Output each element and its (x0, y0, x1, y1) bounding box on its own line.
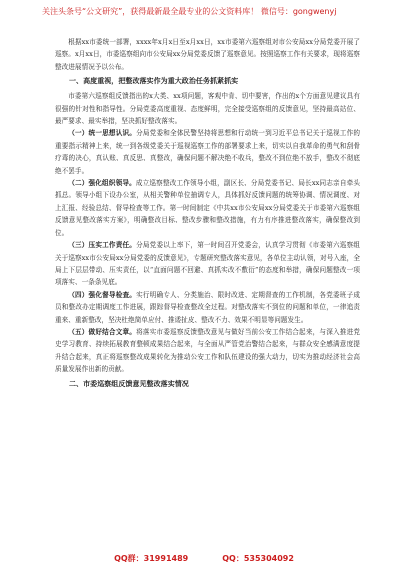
section-1-heading: 一、高度重视，把整改落实作为重大政治任务抓紧抓实 (69, 77, 239, 86)
item-3-title: （三）压实工作责任。 (68, 241, 137, 250)
item-4-body: 实行明确专人、分类施治、限时改进、定期督查的工作机制，各党委班子成员和整改办定期调度工作进展，跟踪督导检查整改全过程。对整改落实不到位的问题和单位，一律追责重来、重新整改，坚决杜绝简单应付、推诿扯皮、整改不力、效果不明显等问题发生。 (55, 290, 361, 324)
contact-footer (0, 554, 408, 564)
document-body (55, 36, 360, 393)
section-2-heading: 二、市委巡察组反馈意见整改落实情况 (69, 379, 189, 388)
item-2-body: 成立巡察整改工作领导小组，副区长、分局党委书记、局长xx同志亲自牵头抓总。领导小组下设办公室，从相关警种单位抽调专人，具体抓好反馈问题的统筹协调、情况调度、对上汇报、经验总结、督导检查等工作。第一时间制定《中共xx市公安局xx分局党委关于市委第六巡察组反馈意见整改落实方案》，明确整改目标、整改步骤和整改措施，有力有序推进整改落实，确保整改到位。 (55, 179, 360, 237)
intro-paragraph: 根据xx市委统一部署，xxxx年x月x日至x月xx日，xx市委第六巡察组对市公安局xx分局党委开展了巡察。x月xx日，市委巡察组向市公安局xx分局党委反馈了巡察意见。按照巡察工作有关要求，现将巡察整改进展情况予以公布。 (55, 38, 360, 71)
item-1-body: 分局党委和全体民警坚持将思想和行动统一到习近平总书记关于巡视工作的重要指示精神上来，统一到各级党委关于巡视巡察工作的部署要求上来，切实以自我革命的勇气和刮骨疗毒的决心，真认账、真反思、真整改，确保问题不解决绝不收兵，整改不到位绝不放手，整改不彻底绝不罢手。 (55, 129, 361, 175)
qq-group-text: QQ群：31991489 (114, 554, 189, 563)
item-2-paragraph (55, 177, 360, 239)
section-1-intro-paragraph: 市委第六巡察组反馈指出的x大类、xx项问题，客观中肯、切中要害，作出的x个方面意见建议具有很强的针对性和指导性。分局党委高度重视、态度鲜明，完全接受巡察组的反馈意见，坚持最高站位、最严要求、最实举措，坚决抓好整改落实。 (55, 92, 360, 126)
item-4-paragraph (55, 289, 360, 326)
qq-number-text: QQ：535304092 (222, 554, 294, 563)
item-1-title: （一）统一思想认识。 (68, 129, 137, 138)
item-5-paragraph (55, 326, 360, 376)
promo-banner: 关注头条号“公文研究”，获得最新最全最专业的公文资料库！ 微信号：gongwenyj (42, 7, 337, 16)
item-1-paragraph (55, 127, 360, 177)
item-3-paragraph (55, 239, 360, 289)
item-5-title: （五）做好结合文章。 (68, 327, 137, 336)
item-5-body: 将落实市委巡察反馈整改意见与做好当前公安工作结合起来，与深入推进党史学习教育、持续拓展教育整顿成果结合起来，与全面从严管党治警结合起来，与群众安全感满意度提升结合起来，真正将巡察整改成果转化为推动公安工作和队伍建设的强大动力，切实为推动经济社会高质量发展作出新的贡献。 (55, 327, 361, 374)
item-4-title: （四）强化督导检查。 (68, 290, 137, 299)
item-3-body: 分局党委以上率下，第一时间召开党委会，认真学习贯彻《市委第六巡察组关于巡察xx市公安局xx分局党委的反馈意见》，专题研究整改落实意见，各单位主动认领，对号入座，全局上下层层带动、压实责任，以“直面问题不回避、真抓实改不敷衍”的态度和举措，确保问题整改一项项落实、一条条见底。 (55, 241, 361, 287)
item-2-title: （二）强化组织领导。 (68, 179, 136, 188)
